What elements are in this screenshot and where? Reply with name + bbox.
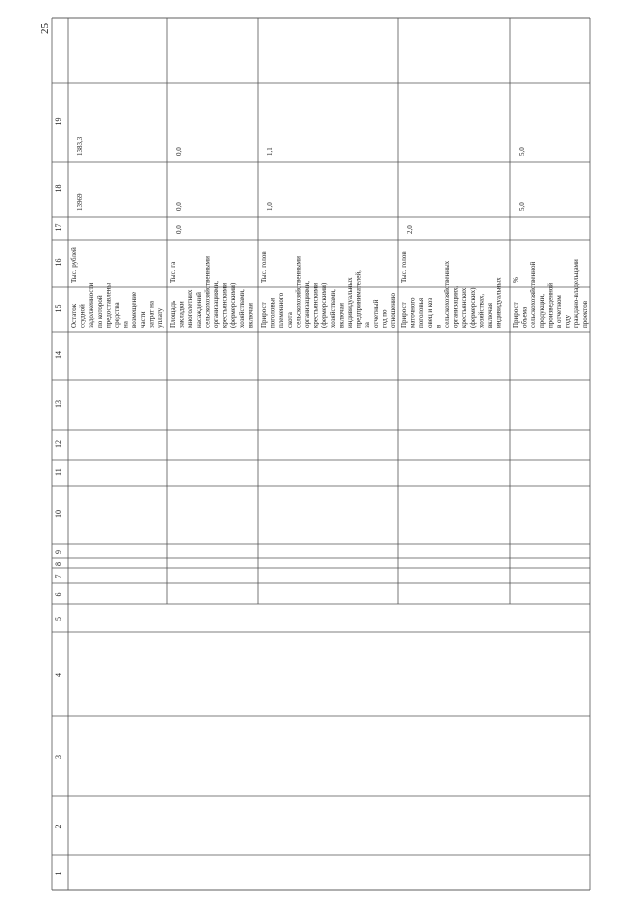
indicator-text: (фермерскими) xyxy=(229,282,238,328)
unit-text: Тыс. рублей xyxy=(70,247,78,283)
indicator-text: год по xyxy=(380,309,389,328)
indicator-text: сельскохозяйственной xyxy=(529,261,538,328)
indicator-text: скота xyxy=(285,312,294,328)
indicator-text: насаждений xyxy=(194,292,203,328)
indicator-text: индивидуальных xyxy=(494,277,503,328)
indicator-text: граждано-владельцами xyxy=(572,259,581,328)
unit-text: Тыс. голов xyxy=(260,251,268,283)
unit-text: Тыс. га xyxy=(169,261,177,283)
indicator-text: поголовья xyxy=(417,297,426,328)
value-cell: 2,0 xyxy=(406,225,414,234)
indicator-text: в отчетном xyxy=(555,295,563,328)
indicator-text: поголовья xyxy=(268,297,277,328)
indicator-text: в xyxy=(434,324,443,328)
value-cell: 0,0 xyxy=(175,202,183,211)
indicator-text: (фермерских) xyxy=(468,287,477,328)
indicator-text: на xyxy=(121,321,130,328)
unit-text: Тыс. голов xyxy=(400,251,408,283)
column-number: 5 xyxy=(54,617,63,621)
column-number: 10 xyxy=(54,510,63,518)
indicator-text: крестьянских xyxy=(460,287,469,328)
value-cell: 5,0 xyxy=(518,202,526,211)
indicator-text: племенного xyxy=(277,292,286,328)
indicator-text: задолженности xyxy=(87,282,96,328)
indicator-text: индивидуальных xyxy=(346,277,354,328)
column-number: 4 xyxy=(54,673,63,677)
indicator-text: по которой xyxy=(95,295,104,328)
column-number: 17 xyxy=(54,223,63,232)
table-grid xyxy=(52,18,590,890)
value-cell: 0,0 xyxy=(175,225,183,234)
table-texts xyxy=(54,118,589,876)
indicator-text: году xyxy=(563,314,572,328)
indicator-text: сельскохозяйственными xyxy=(203,256,212,328)
indicator-text: многолетних xyxy=(186,289,195,328)
value-cell: 1383,3 xyxy=(76,136,84,156)
indicator-text: предоставлены xyxy=(104,282,113,328)
column-number: 12 xyxy=(54,440,63,448)
indicator-text: (фермерскими) xyxy=(320,282,329,328)
indicator-text: Прирост xyxy=(260,302,268,328)
indicator-text: сельскохозяйственных xyxy=(443,260,451,328)
indicator-text: включая xyxy=(337,302,346,328)
indicator-text: возмещение xyxy=(130,291,139,328)
value-cell: 0,0 xyxy=(175,147,183,156)
indicator-text: отчетный xyxy=(371,299,380,328)
indicator-text: Прирост xyxy=(512,302,520,328)
indicator-text: проектов xyxy=(580,300,589,328)
indicator-text: продукции, xyxy=(537,294,546,328)
indicator-text: ссудной xyxy=(78,304,87,328)
indicator-text: сельскохозяйственными xyxy=(294,256,303,328)
indicator-text: включая xyxy=(246,302,255,328)
indicator-text: отношению xyxy=(389,293,397,328)
indicator-text: части xyxy=(138,311,147,328)
indicator-text: затрат на xyxy=(147,301,156,328)
column-number: 19 xyxy=(54,117,63,126)
indicator-text: за xyxy=(363,322,372,328)
column-number: 7 xyxy=(54,574,63,579)
indicator-text: хозяйствами, xyxy=(237,289,246,328)
indicator-text: объема xyxy=(520,306,529,328)
value-cell: 13969 xyxy=(76,193,84,211)
indicator-text: организациями, xyxy=(303,281,311,328)
column-number: 6 xyxy=(54,592,63,597)
column-number: 13 xyxy=(54,400,63,408)
indicator-text: Прирост xyxy=(400,302,408,328)
indicator-text: произведенной xyxy=(546,283,555,328)
indicator-text: Остаток xyxy=(70,303,78,328)
value-cell: 5,0 xyxy=(518,147,526,156)
indicator-text: включая xyxy=(486,302,494,328)
column-number: 16 xyxy=(54,258,63,267)
indicator-text: крестьянскими xyxy=(311,283,320,328)
indicator-text: предпринимателей, xyxy=(354,270,363,328)
column-number: 18 xyxy=(54,184,63,193)
column-number: 9 xyxy=(54,550,63,554)
column-number: 1 xyxy=(54,871,63,876)
indicator-text: хозяйствами, xyxy=(328,289,337,328)
indicator-text: овец и коз xyxy=(425,297,434,328)
unit-text: % xyxy=(512,277,520,283)
value-cell: 1,0 xyxy=(266,202,274,211)
column-number: 11 xyxy=(54,468,63,476)
indicator-text: организациях, xyxy=(451,285,460,328)
value-cell: 1,1 xyxy=(266,147,274,156)
indicator-text: хозяйствах, xyxy=(477,293,486,328)
page-number: 25 xyxy=(39,23,51,34)
indicator-text: уплату xyxy=(156,307,164,328)
indicator-text: крестьянскими xyxy=(220,283,229,328)
indicator-text: средства xyxy=(113,302,121,328)
indicator-text: маточного xyxy=(408,297,417,328)
column-number: 14 xyxy=(54,351,63,359)
column-number: 3 xyxy=(54,755,63,759)
indicator-text: организациями, xyxy=(212,281,220,328)
column-number: 2 xyxy=(54,824,63,829)
column-number: 8 xyxy=(54,562,63,566)
indicator-text: Площадь xyxy=(169,300,177,328)
indicator-text: закладки xyxy=(177,301,186,328)
column-number: 15 xyxy=(54,304,63,313)
